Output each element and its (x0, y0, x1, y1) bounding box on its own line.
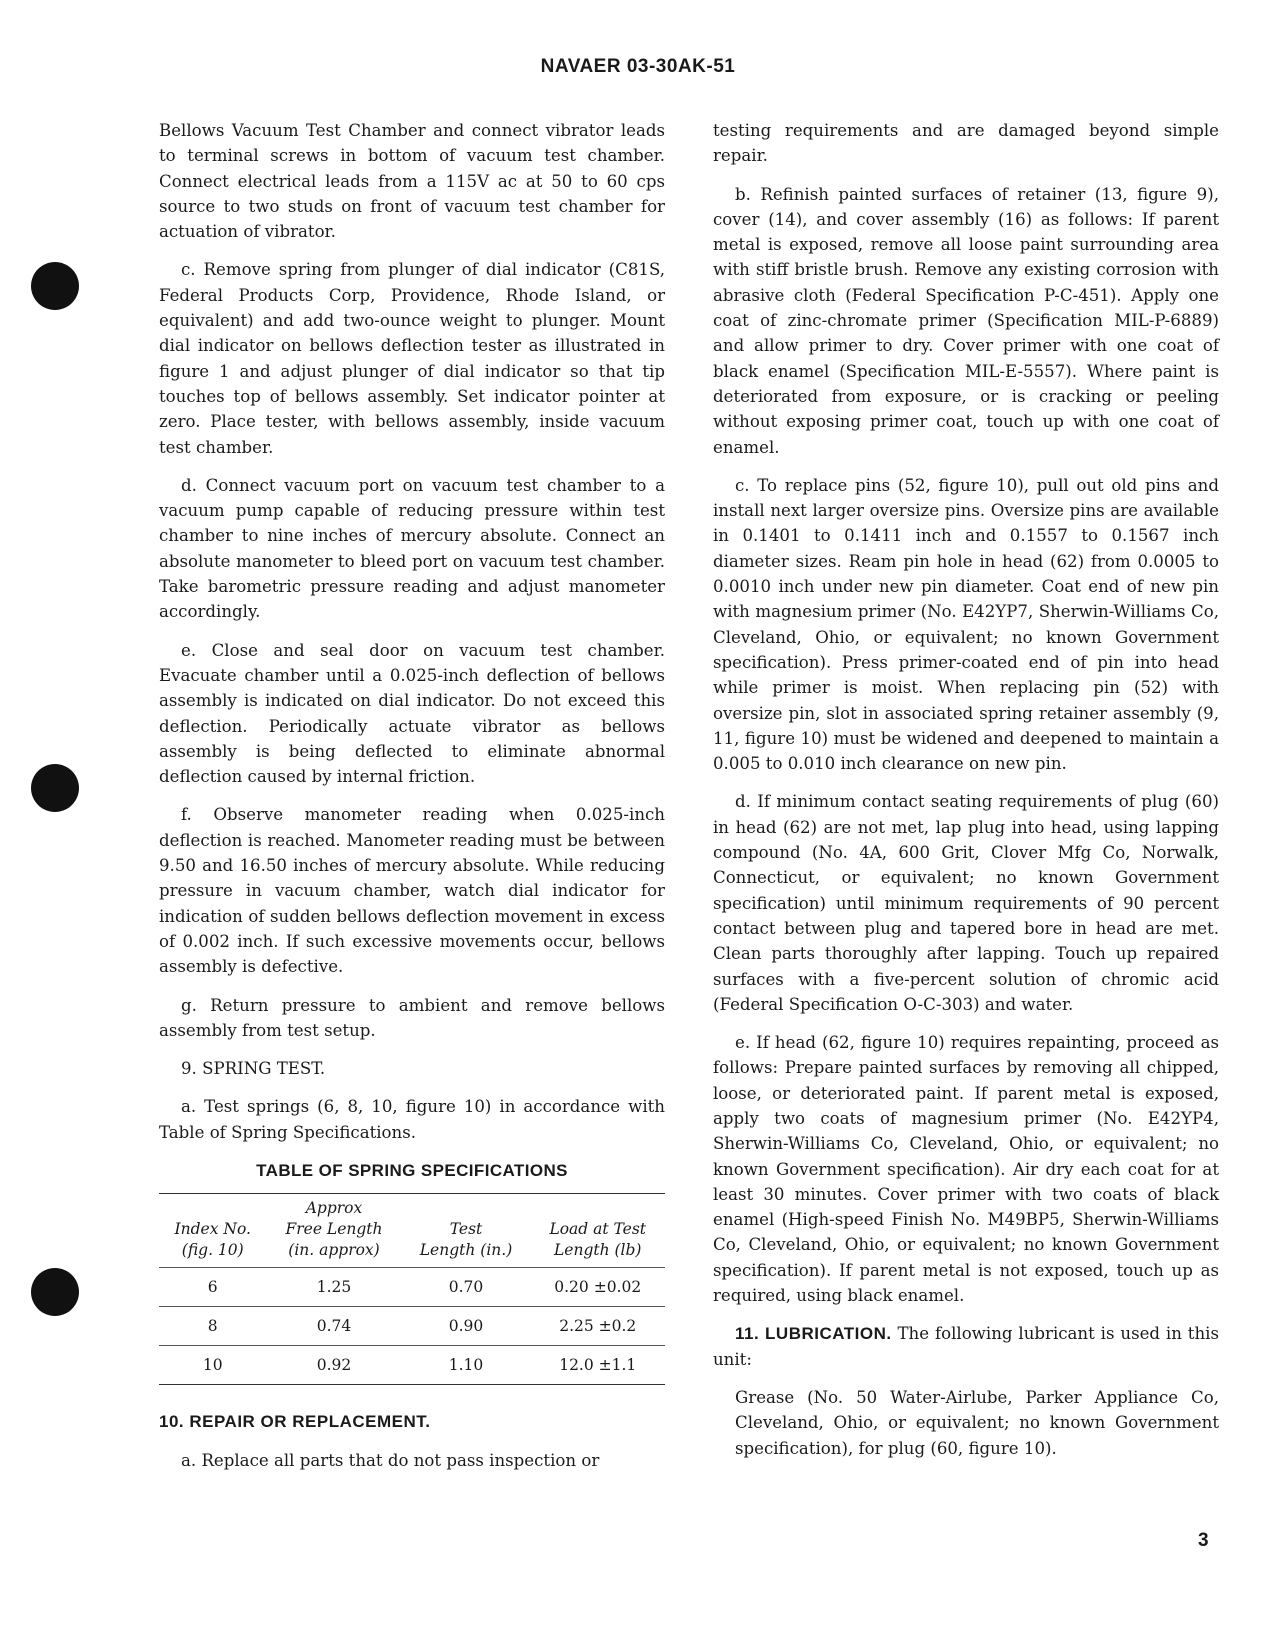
header-line: Test (449, 1220, 483, 1239)
header-line: (fig. 10) (181, 1241, 244, 1260)
section-11 (713, 1321, 1219, 1372)
table-row (159, 1346, 665, 1385)
column-header-free-length (266, 1194, 401, 1268)
section-10-heading: 10. REPAIR OR REPLACEMENT. (159, 1412, 431, 1432)
table-cell: 6 (159, 1268, 266, 1307)
spring-specifications-table (159, 1193, 665, 1385)
table-cell: 2.25 ±0.2 (531, 1307, 666, 1346)
section-11-heading: 11. LUBRICATION. (735, 1324, 892, 1344)
document-number: NAVAER 03-30AK-51 (540, 56, 736, 77)
paragraph-10c: c. To replace pins (52, figure 10), pull out old pins and install next larger oversize pins. Oversize pins are available in 0.1401 to 0.1411 inch and 0.1557 to 0.1567 inch diameter sizes. Ream pin hole in head (62) from 0.0005 to 0.0010 inch under new pin diameter. Coat end of new pin with magnesium primer (No. E42YP7, Sherwin-Williams Co, Cleveland, Ohio, or equivalent; no known Government specification). Press primer-coated end of pin into head while primer is moist. When replacing pin (52) with oversize pin, slot in associated spring retainer assembly (9, 11, figure 10) must be widened and deepened to maintain a 0.005 to 0.010 inch clearance on new pin. (713, 475, 1219, 774)
table-header-row (159, 1194, 665, 1268)
page-number: 3 (1198, 1530, 1209, 1551)
table-cell: 10 (202, 1355, 223, 1374)
paragraph-9a: a. Test springs (6, 8, 10, figure 10) in accordance with Table of Spring Specifications. (159, 1097, 665, 1142)
header-line: (in. approx) (288, 1241, 380, 1260)
table-cell: 0.74 (266, 1307, 401, 1346)
header-line: Load at Test (549, 1220, 647, 1239)
paragraph-10b: b. Refinish painted surfaces of retainer (13, figure 9), cover (14), and cover assembly (16) as follows: If parent metal is exposed, remove all loose paint surrounding area with stiff bristle brush. Remove any existing corrosion with abrasive cloth (Federal Specification P-C-451). Apply one coat of zinc-chromate primer (Specification MIL-P-6889) and allow primer to dry. Cover primer with one coat of black enamel (Specification MIL-E-5557). Where paint is deteriorated from exposure, or is cracking or peeling without exposing primer coat, touch up with one coat of enamel. (713, 184, 1219, 457)
column-header-load (531, 1194, 666, 1268)
paragraph-8f: f. Observe manometer reading when 0.025-inch deflection is reached. Manometer reading must be between 9.50 and 16.50 inches of mercury absolute. While reducing pressure in vacuum chamber, watch dial indicator for indication of sudden bellows deflection movement in excess of 0.002 inch. If such excessive movements occur, bellows assembly is defective. (159, 805, 665, 977)
header-line: Free Length (285, 1220, 383, 1239)
header-line: Length (in.) (419, 1241, 513, 1260)
table-row (159, 1268, 665, 1307)
table-cell: 1.10 (448, 1355, 484, 1374)
paragraph-8d: d. Connect vacuum port on vacuum test chamber to a vacuum pump capable of reducing pressure within test chamber to nine inches of mercury absolute. Connect an absolute manometer to bleed port on vacuum test chamber. Take barometric pressure reading and adjust manometer accordingly. (159, 475, 665, 622)
paragraph-8g: g. Return pressure to ambient and remove bellows assembly from test setup. (159, 995, 665, 1040)
paragraph-10e: e. If head (62, figure 10) requires repainting, proceed as follows: Prepare painted surfaces by removing all chipped, loose, or deteriorated paint. If parent metal is exposed, apply two coats of magnesium primer (No. E42YP4, Sherwin-Williams Co, Cleveland, Ohio, or equivalent; no known Government specification). Air dry each coat for at least 30 minutes. Cover primer with two coats of black enamel (High-speed Finish No. M49BP5, Sherwin-Williams Co, Cleveland, Ohio, or equivalent; no known Government specification). If parent metal is not exposed, touch up as required, using black enamel. (713, 1033, 1219, 1306)
paragraph-continued: testing requirements and are damaged beyond simple repair. (713, 121, 1219, 166)
header-line: Length (lb) (554, 1241, 642, 1260)
paragraph-grease: Grease (No. 50 Water-Airlube, Parker Appliance Co, Cleveland, Ohio, or equivalent; no known Government specification), for plug (60, figure 10). (735, 1387, 1219, 1458)
paragraph-8c: c. Remove spring from plunger of dial indicator (C81S, Federal Products Corp, Providence, Rhode Island, or equivalent) and add two-ounce weight to plunger. Mount dial indicator on bellows deflection tester as illustrated in figure 1 and adjust plunger of dial indicator so that tip touches top of bellows assembly. Set indicator pointer at zero. Place tester, with bellows assembly, inside vacuum test chamber. (159, 260, 665, 457)
table-cell: 0.92 (316, 1355, 352, 1374)
binder-hole (31, 262, 79, 310)
table-cell: 0.90 (402, 1307, 531, 1346)
paragraph-continued: Bellows Vacuum Test Chamber and connect vibrator leads to terminal screws in bottom of vacuum test chamber. Connect electrical leads from a 115V ac at 50 to 60 cps source to two studs on front of vacuum test chamber for actuation of vibrator. (159, 121, 665, 242)
paragraph-8e: e. Close and seal door on vacuum test chamber. Evacuate chamber until a 0.025-inch deflection of bellows assembly is indicated on dial indicator. Do not exceed this deflection. Periodically actuate vibrator as bellows assembly is being deflected to eliminate abnormal deflection caused by internal friction. (159, 640, 665, 787)
binder-hole (31, 764, 79, 812)
table-cell: 0.20 ±0.02 (531, 1268, 666, 1307)
right-column (713, 118, 1219, 1474)
binder-hole (31, 1268, 79, 1316)
column-header-test-length (402, 1194, 531, 1268)
spring-table-title: TABLE OF SPRING SPECIFICATIONS (256, 1160, 568, 1180)
left-column (159, 118, 665, 1486)
paragraph-10a: a. Replace all parts that do not pass inspection or (181, 1450, 600, 1470)
header-line: Index No. (174, 1220, 251, 1239)
table-cell: 0.70 (402, 1268, 531, 1307)
section-11-text: The following lubricant is used in this unit: (713, 1324, 1219, 1369)
header-line: Approx (305, 1199, 363, 1218)
table-cell: 8 (159, 1307, 266, 1346)
paragraph-10d: d. If minimum contact seating requirements of plug (60) in head (62) are not met, lap plug into head, using lapping compound (No. 4A, 600 Grit, Clover Mfg Co, Norwalk, Connecticut, or equivalent; no known Government specification) until minimum requirements of 90 percent contact between plug and tapered bore in head are met. Clean parts thoroughly after lapping. Touch up repaired surfaces with a five-percent solution of chromic acid (Federal Specification O-C-303) and water. (713, 792, 1219, 1014)
section-9-heading: 9. SPRING TEST. (181, 1059, 326, 1079)
table-cell: 12.0 ±1.1 (559, 1355, 637, 1374)
table-row (159, 1307, 665, 1346)
table-cell: 1.25 (266, 1268, 401, 1307)
column-header-index (159, 1194, 266, 1268)
